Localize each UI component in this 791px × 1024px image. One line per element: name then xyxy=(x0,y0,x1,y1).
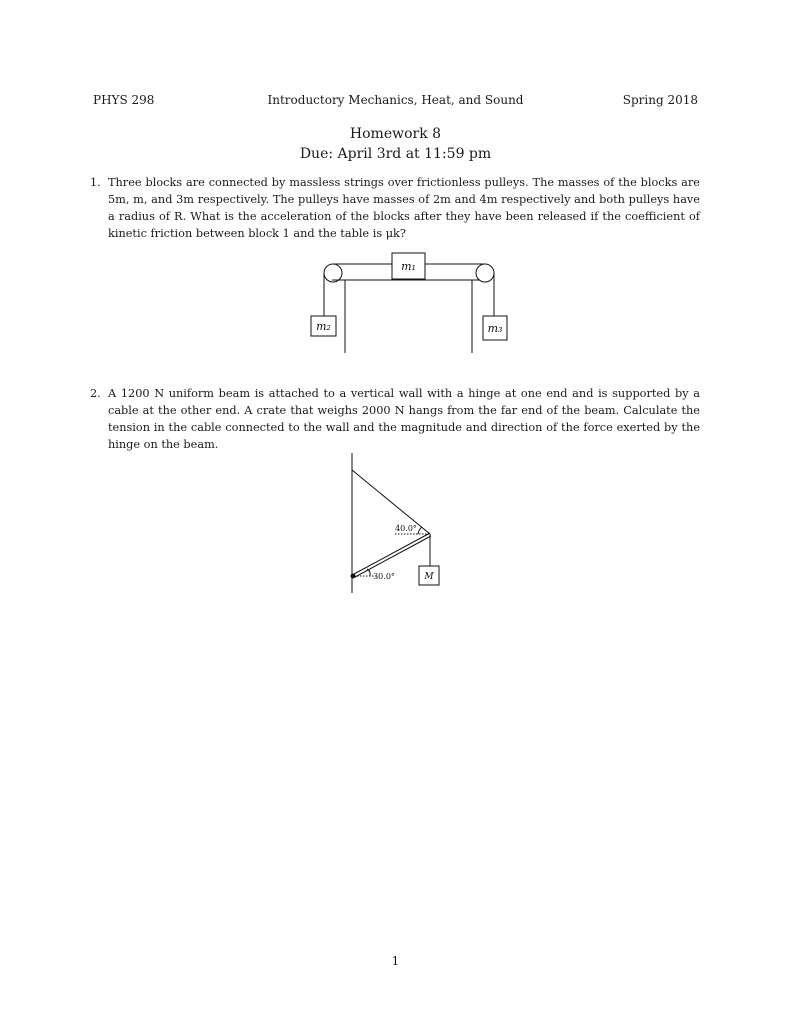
beam-edge-bottom xyxy=(355,536,431,577)
page-number: 1 xyxy=(391,954,400,968)
problem-2 xyxy=(90,385,700,453)
label-m3: m₃ xyxy=(487,322,503,335)
pulley-diagram xyxy=(300,250,510,360)
problem-2-number: 2. xyxy=(90,387,101,400)
angle-top-label: 40.0° xyxy=(395,524,417,533)
pulley-right xyxy=(476,264,494,282)
angle-arc-top xyxy=(418,527,422,534)
hinge xyxy=(351,574,356,579)
label-m1: m₁ xyxy=(401,260,416,273)
label-m2: m₂ xyxy=(316,320,331,333)
homework-title: Homework 8 xyxy=(349,126,442,142)
pulley-left xyxy=(324,264,342,282)
cable xyxy=(352,470,430,534)
problem-1-number: 1. xyxy=(90,176,101,189)
course-code: PHYS 298 xyxy=(93,93,155,107)
problem-1-text: Three blocks are connected by massless strings over frictionless pulleys. The masses of the blocks are 5m, m, and 3m respectively. The pulleys have masses of 2m and 4m respectively and both pulleys have a radius of R. What is the acceleration of the blocks after they have been released if the coefficient of kinetic friction between block 1 and the table is μk? xyxy=(108,176,700,240)
problem-2-text: A 1200 N uniform beam is attached to a vertical wall with a hinge at one end and is supported by a cable at the other end. A crate that weighs 2000 N hangs from the far end of the beam. Calculate the tension in the cable connected to the wall and the magnitude and direction of the force exerted by the hinge on the beam. xyxy=(108,387,700,451)
course-title: Introductory Mechanics, Heat, and Sound xyxy=(267,93,524,107)
label-mass: M xyxy=(424,572,434,582)
term: Spring 2018 xyxy=(622,93,698,107)
problem-1 xyxy=(90,174,700,242)
due-date: Due: April 3rd at 11:59 pm xyxy=(299,146,492,162)
beam-diagram xyxy=(340,450,450,600)
angle-bottom-label: 30.0° xyxy=(373,572,395,581)
